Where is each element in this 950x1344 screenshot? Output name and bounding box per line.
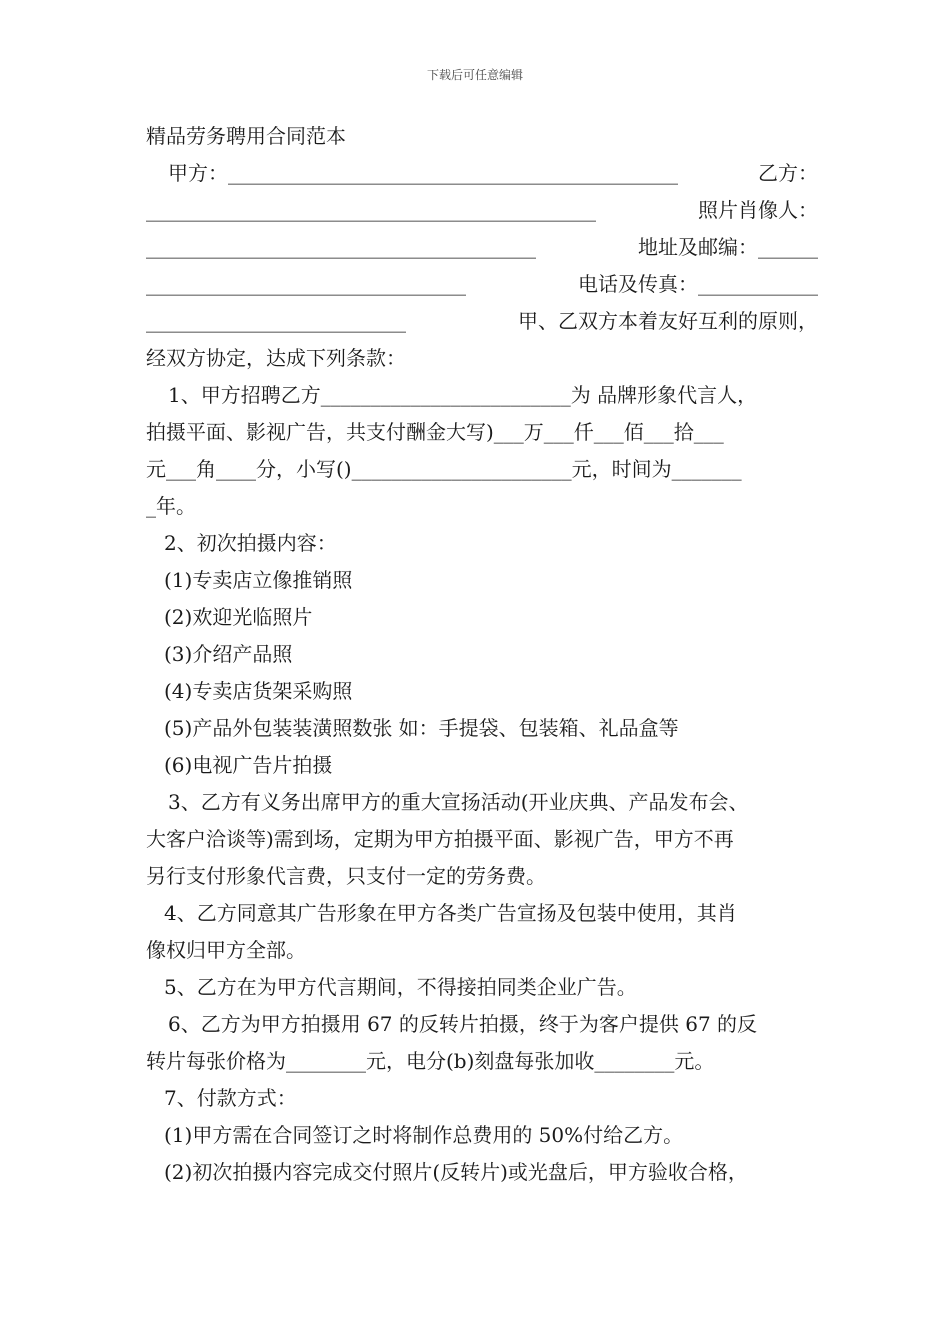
clause-1-line-4: _年。 <box>146 494 196 518</box>
clause-6-line-2: 转片每张价格为________元，电分(b)刻盘每张加收________元。 <box>146 1049 715 1073</box>
clause-2-item-3: (3)介绍产品照 <box>164 642 293 666</box>
agreement-line: 经双方协定，达成下列条款： <box>146 346 406 370</box>
clause-2-item-1: (1)专卖店立像推销照 <box>164 568 353 592</box>
principle-text: 甲、乙双方本着友好互利的原则， <box>518 309 818 333</box>
party-b-label: 乙方： <box>758 161 818 185</box>
party-a-line <box>146 155 818 192</box>
address-label: 地址及邮编：______ <box>638 235 818 259</box>
clause-1-line-1: 1、甲方招聘乙方_________________________为 品牌形象代言人， <box>168 383 758 407</box>
phone-blank: __________________________ <box>146 309 406 333</box>
clause-1-line-3: 元___角____分，小写()______________________元，时间为_______ <box>146 457 742 481</box>
clause-2-item-6: (6)电视广告片拍摄 <box>164 753 333 777</box>
clause-2-item-4: (4)专卖店货架采购照 <box>164 679 353 703</box>
contract-title: 精品劳务聘用合同范本 <box>146 124 346 148</box>
principle-line <box>146 303 818 340</box>
photo-person-line <box>146 192 818 229</box>
contract-body <box>146 118 818 1191</box>
clause-4-line-1: 4、乙方同意其广告形象在甲方各类广告宣扬及包装中使用，其肖 <box>164 901 737 925</box>
clause-5-line: 5、乙方在为甲方代言期间，不得接拍同类企业广告。 <box>164 975 637 999</box>
clause-1-line-2: 拍摄平面、影视广告，共支付酬金大写)___万___仟___佰___拾___ <box>146 420 724 444</box>
photo-person-label: 照片肖像人： <box>698 198 818 222</box>
clause-2-item-5: (5)产品外包装装潢照数张 如：手提袋、包装箱、礼品盒等 <box>164 716 679 740</box>
party-a-label: 甲方：_____________________________________________ <box>168 161 678 185</box>
clause-3-line-1: 3、乙方有义务出席甲方的重大宣扬活动(开业庆典、产品发布会、 <box>168 790 749 814</box>
clause-7-item-1: (1)甲方需在合同签订之时将制作总费用的 50%付给乙方。 <box>164 1123 684 1147</box>
clause-7-heading: 7、付款方式： <box>164 1086 297 1110</box>
address-line <box>146 229 818 266</box>
clause-3-line-3: 另行支付形象代言费，只支付一定的劳务费。 <box>146 864 546 888</box>
clause-3-line-2: 大客户洽谈等)需到场，定期为甲方拍摄平面、影视广告，甲方不再 <box>146 827 734 851</box>
clause-4-line-2: 像权归甲方全部。 <box>146 938 306 962</box>
clause-6-line-1: 6、乙方为甲方拍摄用 67 的反转片拍摄，终于为客户提供 67 的反 <box>168 1012 758 1036</box>
address-blank: ________________________________ <box>146 272 466 296</box>
phone-label: 电话及传真：____________ <box>578 272 818 296</box>
header-note: 下载后可任意编辑 <box>426 68 523 82</box>
clause-2-heading: 2、初次拍摄内容： <box>164 531 337 555</box>
party-b-blank: _____________________________________________ <box>146 198 596 222</box>
phone-line <box>146 266 818 303</box>
photo-person-blank: _______________________________________ <box>146 235 536 259</box>
clause-7-item-2: (2)初次拍摄内容完成交付照片(反转片)或光盘后，甲方验收合格， <box>164 1160 748 1184</box>
clause-2-item-2: (2)欢迎光临照片 <box>164 605 313 629</box>
